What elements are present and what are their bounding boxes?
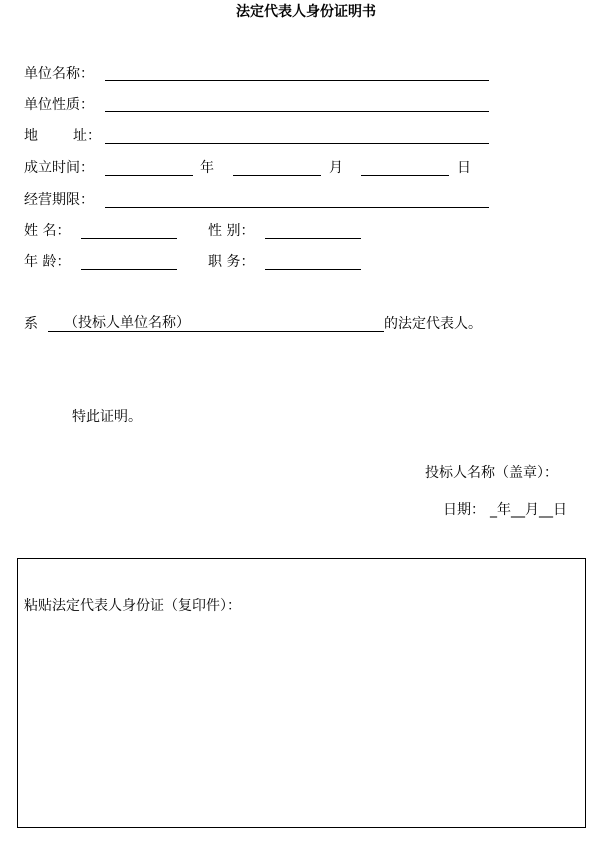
position-field[interactable]: [265, 269, 361, 270]
bidder-unit-placeholder: （投标人单位名称）: [64, 315, 190, 331]
name-field[interactable]: [81, 238, 177, 239]
business-term-label: 经营期限：: [24, 192, 94, 208]
address-label-part2: 址：: [73, 128, 101, 144]
established-label: 成立时间：: [24, 160, 94, 176]
year-label: 年: [200, 160, 214, 176]
established-month-field[interactable]: [233, 175, 321, 176]
gender-label: 性 别：: [208, 223, 255, 239]
established-day-field[interactable]: [361, 175, 449, 176]
day-label: 日: [457, 160, 471, 176]
bidder-unit-field[interactable]: [48, 331, 384, 332]
address-field[interactable]: [105, 143, 489, 144]
name-label: 姓 名：: [24, 223, 71, 239]
month-label: 月: [329, 160, 343, 176]
age-label: 年 龄：: [24, 254, 71, 270]
business-term-field[interactable]: [105, 207, 489, 208]
unit-name-label: 单位名称：: [24, 66, 94, 82]
unit-nature-field[interactable]: [105, 111, 489, 112]
statement-suffix: 的法定代表人。: [384, 316, 482, 332]
date-label: 日期：: [443, 502, 485, 518]
id-card-paste-label: 粘贴法定代表人身份证（复印件）：: [24, 598, 241, 614]
age-field[interactable]: [81, 269, 177, 270]
gender-field[interactable]: [265, 238, 361, 239]
address-label-part1: 地: [24, 128, 38, 144]
position-label: 职 务：: [208, 254, 255, 270]
unit-nature-label: 单位性质：: [24, 97, 94, 113]
unit-name-field[interactable]: [105, 80, 489, 81]
established-year-field[interactable]: [105, 175, 193, 176]
document-title: 法定代表人身份证明书: [236, 4, 376, 20]
statement-prefix: 系: [24, 316, 38, 332]
date-field[interactable]: _年__月__日: [490, 502, 567, 518]
bidder-seal-label: 投标人名称（盖章）：: [425, 465, 558, 481]
certify-text: 特此证明。: [72, 409, 142, 425]
